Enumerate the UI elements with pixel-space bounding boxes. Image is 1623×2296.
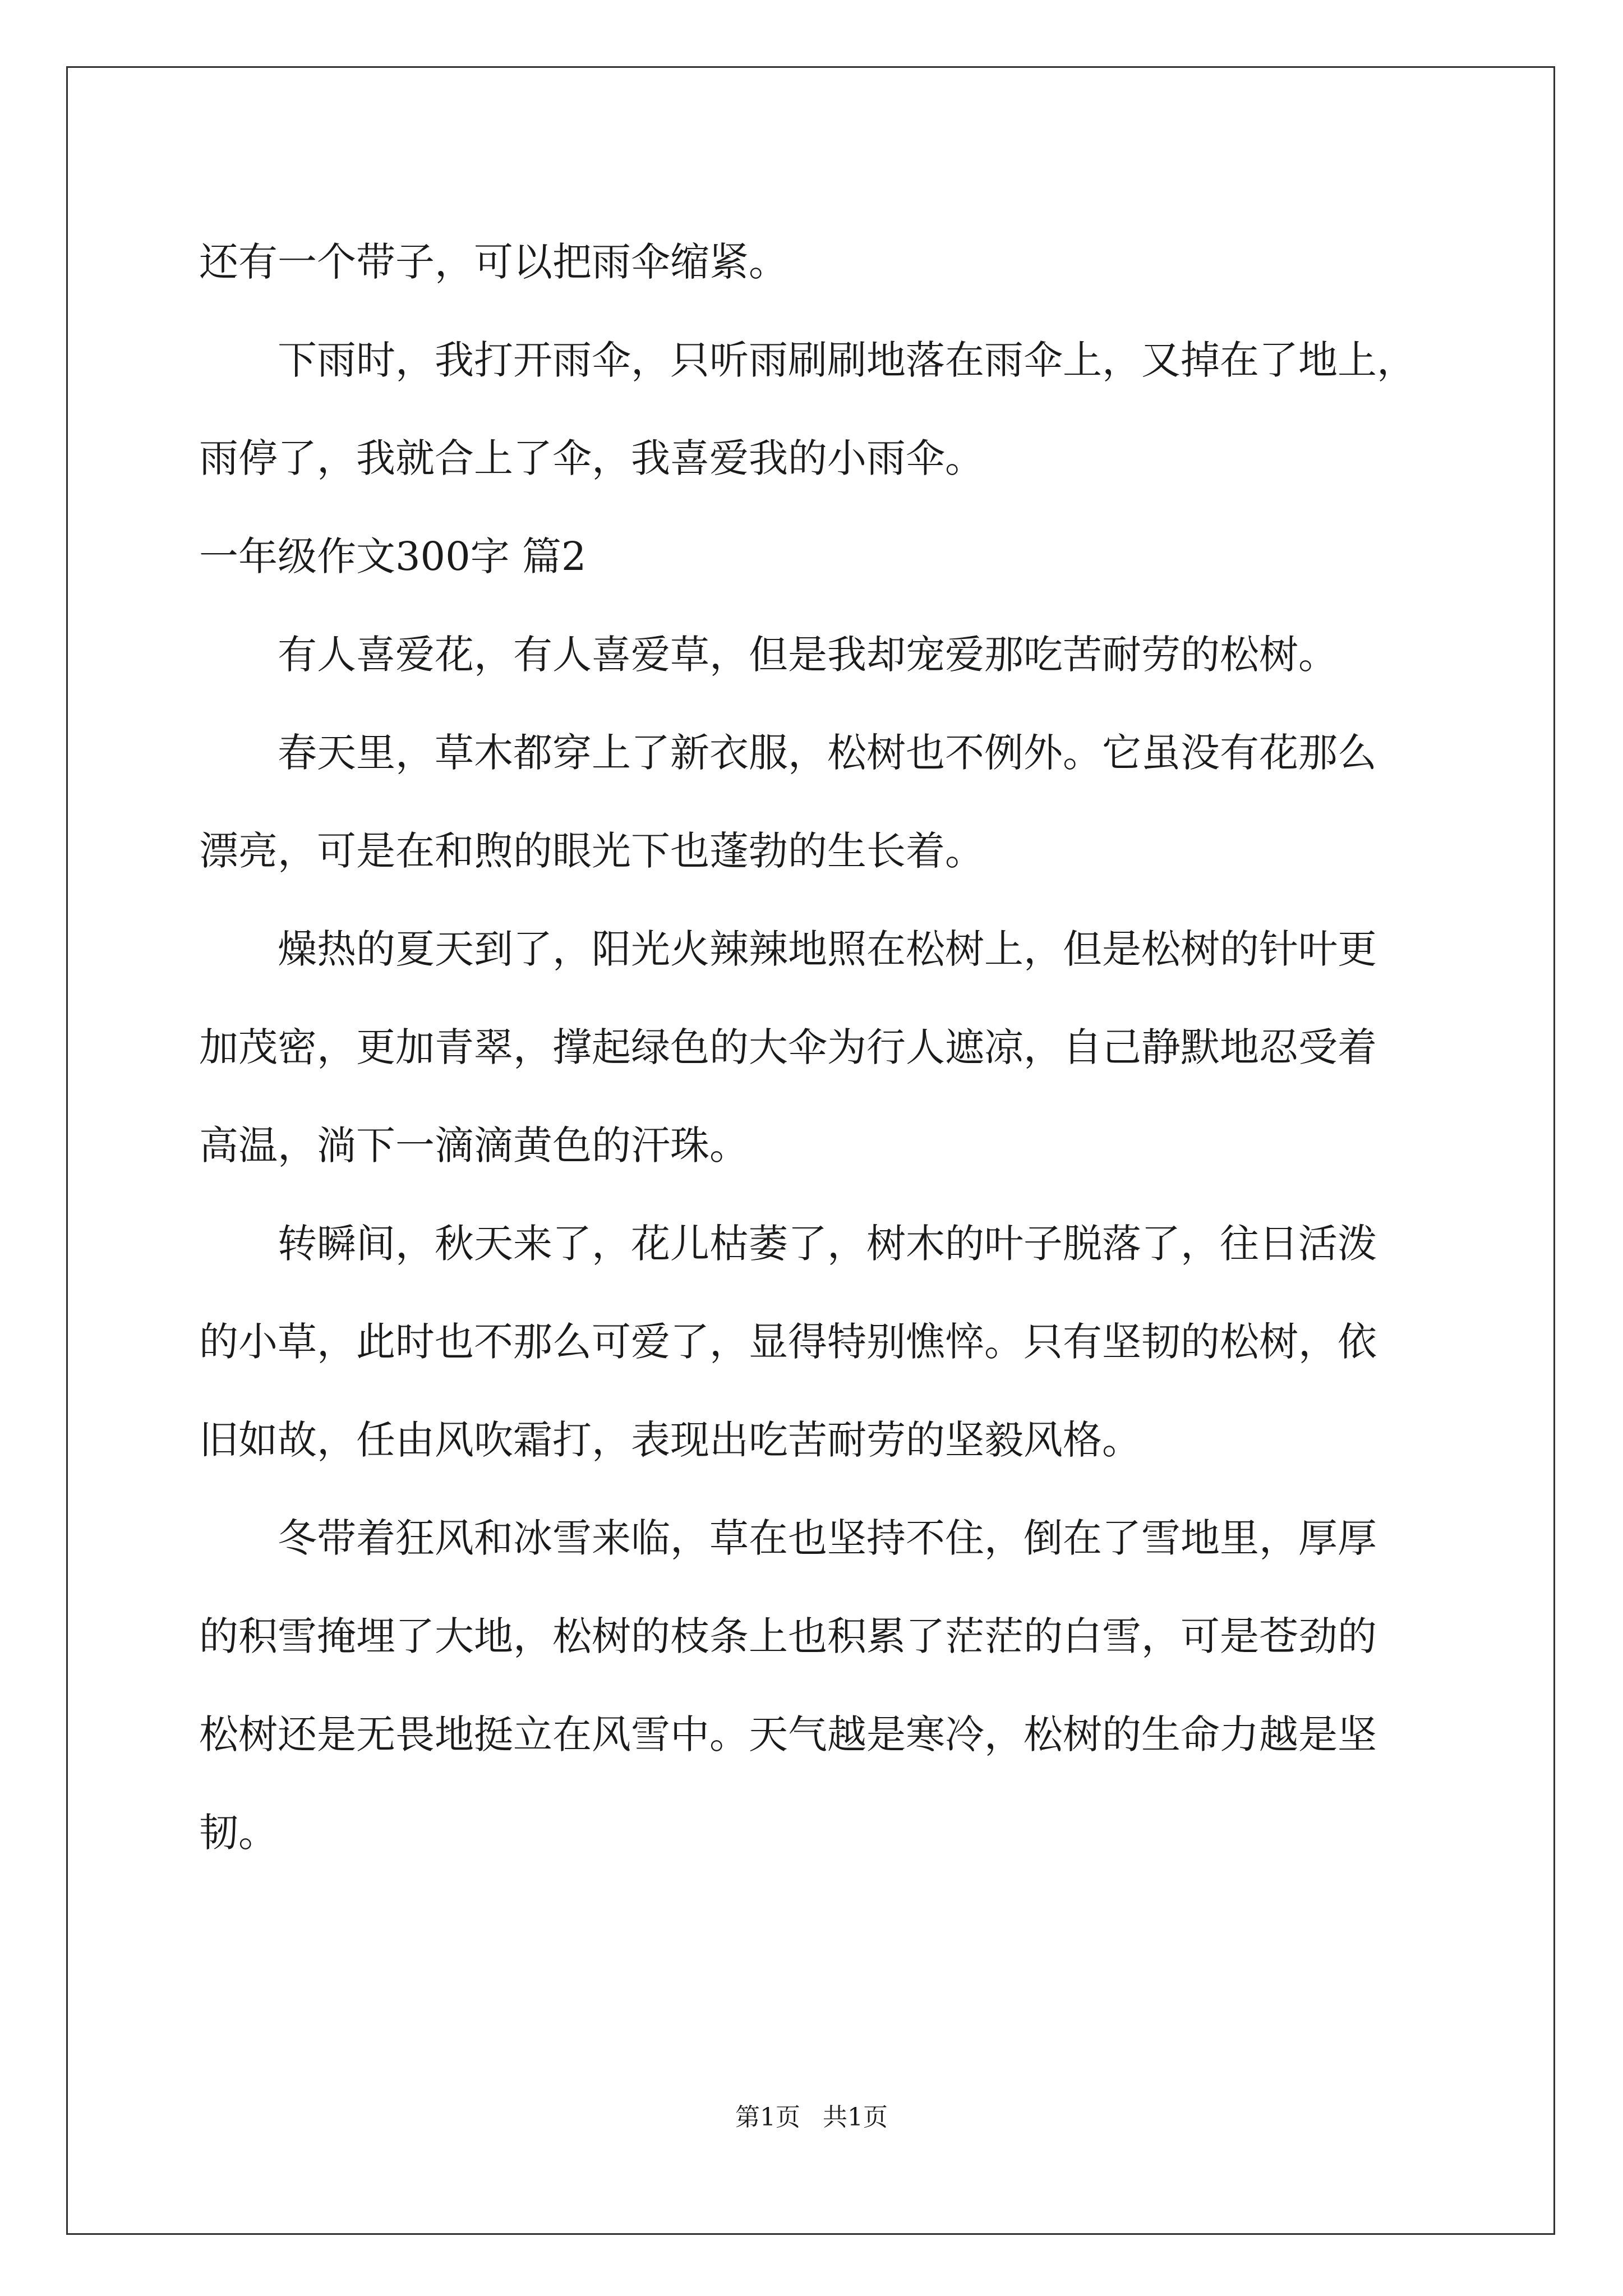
text-line-14: 冬带着狂风和冰雪来临，草在也坚持不住，倒在了雪地里，厚厚 xyxy=(278,1515,1377,1561)
text-line-7: 漂亮，可是在和煦的眼光下也蓬勃的生长着。 xyxy=(199,828,984,874)
page-total: 共1页 xyxy=(823,2103,888,2132)
text-line-16: 松树还是无畏地挺立在风雪中。天气越是寒冷，松树的生命力越是坚 xyxy=(199,1711,1377,1757)
text-line-1: 还有一个带子，可以把雨伞缩紧。 xyxy=(199,239,788,285)
document-body xyxy=(199,213,1433,1882)
text-line-15: 的积雪掩埋了大地，松树的枝条上也积累了茫茫的白雪，可是苍劲的 xyxy=(199,1613,1377,1659)
text-line-9: 加茂密，更加青翠，撑起绿色的大伞为行人遮凉，自己静默地忍受着 xyxy=(199,1024,1377,1070)
text-line-13: 旧如故，任由风吹霜打，表现出吃苦耐劳的坚毅风格。 xyxy=(199,1417,1141,1463)
text-line-3: 雨停了，我就合上了伞，我喜爱我的小雨伞。 xyxy=(199,435,984,481)
section-heading: 一年级作文300字 篇2 xyxy=(199,533,587,579)
text-line-11: 转瞬间，秋天来了，花儿枯萎了，树木的叶子脱落了，往日活泼 xyxy=(278,1221,1377,1267)
text-line-17: 韧。 xyxy=(199,1810,278,1856)
text-line-2: 下雨时，我打开雨伞，只听雨刷刷地落在雨伞上，又掉在了地上， xyxy=(278,337,1416,383)
text-line-12: 的小草，此时也不那么可爱了，显得特别憔悴。只有坚韧的松树，依 xyxy=(199,1319,1377,1365)
page-footer xyxy=(0,2101,1623,2134)
page-number: 第1页 xyxy=(735,2103,800,2132)
text-line-6: 春天里，草木都穿上了新衣服，松树也不例外。它虽没有花那么 xyxy=(278,730,1377,776)
text-line-8: 燥热的夏天到了，阳光火辣辣地照在松树上，但是松树的针叶更 xyxy=(278,926,1377,972)
text-line-10: 高温，淌下一滴滴黄色的汗珠。 xyxy=(199,1122,749,1168)
text-line-5: 有人喜爱花，有人喜爱草，但是我却宠爱那吃苦耐劳的松树。 xyxy=(278,632,1338,678)
